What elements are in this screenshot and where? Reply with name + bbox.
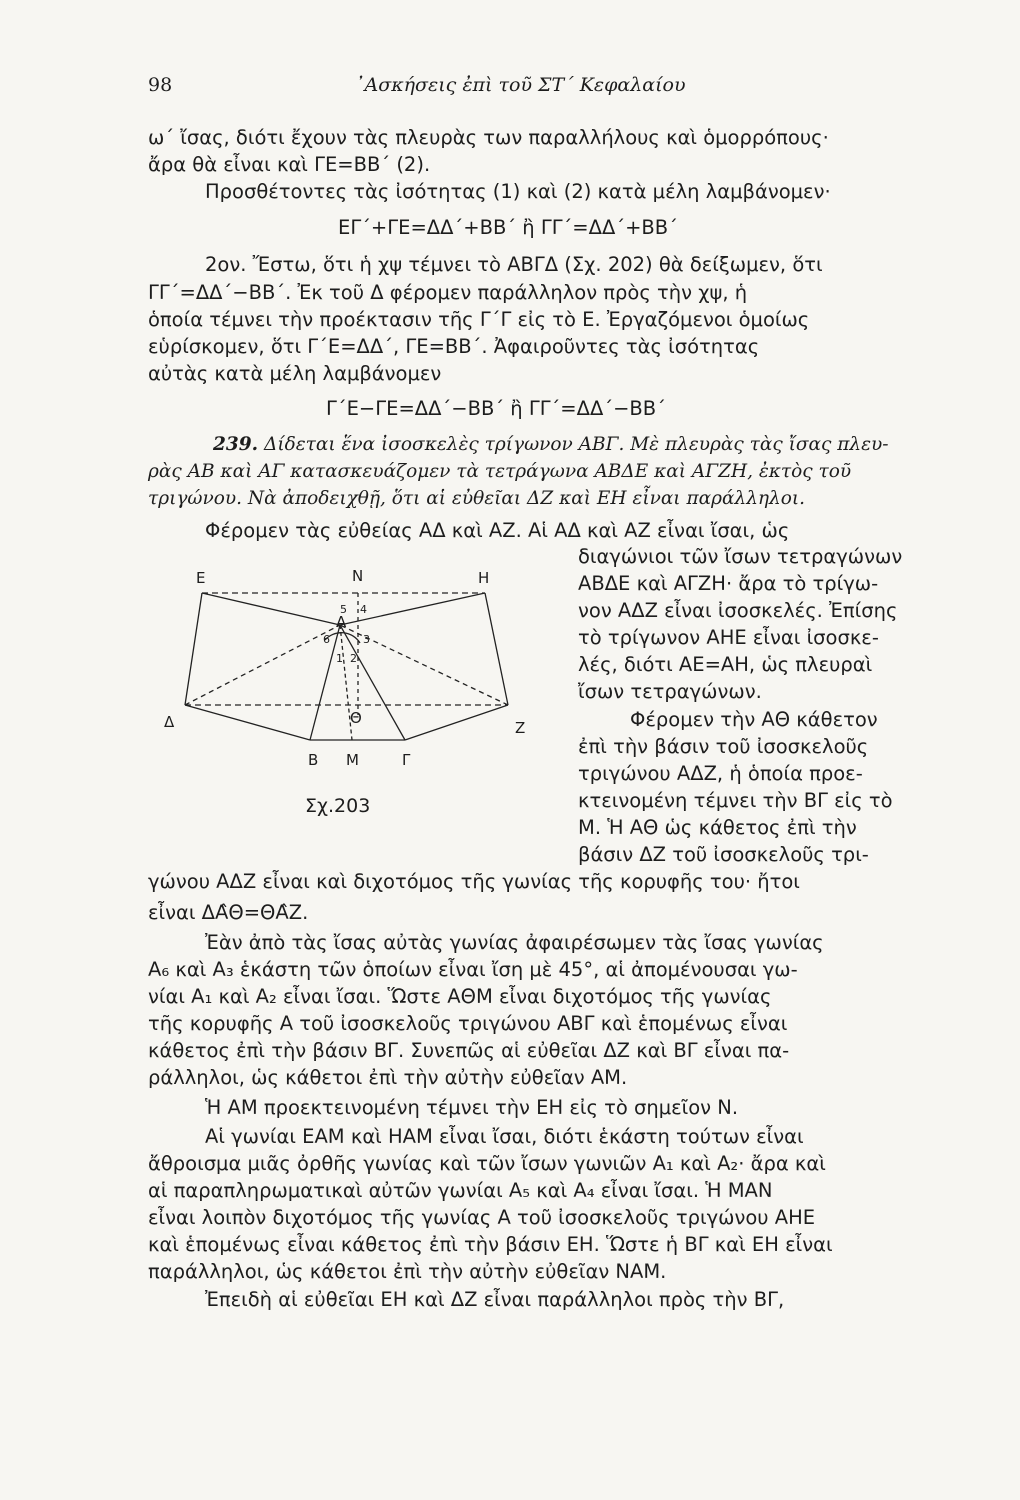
text-line: ΓΓ΄=ΔΔ΄−ΒΒ΄. Ἐκ τοῦ Δ φέρομεν παράλληλον πρὸς τὴν χψ, ἡ xyxy=(148,281,748,304)
text-line: βάσιν ΔΖ τοῦ ἰσοσκελοῦς τρι- xyxy=(578,843,869,866)
text-line: κτεινομένη τέμνει τὴν ΒΓ εἰς τὸ xyxy=(578,789,893,812)
page-number: 98 xyxy=(148,74,173,96)
text-line: νίαι Α₁ καὶ Α₂ εἶναι ἴσαι. Ὥστε ΑΘΜ εἶναι διχοτόμος τῆς γωνίας xyxy=(148,985,772,1008)
exercise-text: Δίδεται ἕνα ἰσοσκελὲς τρίγωνον ΑΒΓ. Μὲ πλευρὰς τὰς ἴσας πλευ- xyxy=(263,434,889,455)
text-line: τῆς κορυφῆς Α τοῦ ἰσοσκελοῦς τριγώνου ΑΒΓ καὶ ἑπομένως εἶναι xyxy=(148,1012,788,1035)
exercise-statement-line-3: τριγώνου. Νὰ ἀποδειχθῇ, ὅτι αἱ εὐθεῖαι ΔΖ καὶ ΕΗ εἶναι παράλληλοι. xyxy=(148,488,805,509)
line-HZ xyxy=(485,593,508,705)
text-line: νον ΑΔΖ εἶναι ἰσοσκελές. Ἐπίσης xyxy=(578,599,898,622)
text-line: Μ. Ἡ ΑΘ ὡς κάθετος ἐπὶ τὴν xyxy=(578,816,857,839)
text-line: τὸ τρίγωνον ΑΗΕ εἶναι ἰσοσκε- xyxy=(578,626,879,649)
exercise-number: 239. xyxy=(213,434,259,455)
label-Delta: Δ xyxy=(164,713,175,731)
text-line: ἴσων τετραγώνων. xyxy=(578,680,762,703)
text-line: ἄρα θὰ εἶναι καὶ ΓΕ=ΒΒ΄ (2). xyxy=(148,153,431,176)
text-line: εἶναι λοιπὸν διχοτόμος τῆς γωνίας Α τοῦ ἰσοσκελοῦς τριγώνου ΑΗΕ xyxy=(148,1206,816,1229)
equation-line: ΕΓ΄+ΓΕ=ΔΔ΄+ΒΒ΄ ἢ ΓΓ΄=ΔΔ΄+ΒΒ΄ xyxy=(338,216,678,239)
label-Gamma: Γ xyxy=(402,751,411,769)
line-DB xyxy=(185,705,310,740)
text-line: Ἡ ΑΜ προεκτεινομένη τέμνει τὴν ΕΗ εἰς τὸ σημεῖον Ν. xyxy=(205,1096,739,1119)
angle-label-5: 5 xyxy=(340,603,347,616)
text-line: καὶ ἑπομένως εἶναι κάθετος ἐπὶ τὴν βάσιν ΕΗ. Ὥστε ἡ ΒΓ καὶ ΕΗ εἶναι xyxy=(148,1233,833,1256)
text-line: Φέρομεν τὴν ΑΘ κάθετον xyxy=(630,708,878,731)
text-line: ω΄ ἴσας, διότι ἔχουν τὰς πλευρὰς των παραλλήλους καὶ ὁμορρόπους· xyxy=(148,126,829,149)
text-line: ὁποία τέμνει τὴν προέκτασιν τῆς Γ΄Γ εἰς τὸ Ε. Ἐργαζόμενοι ὁμοίως xyxy=(148,308,810,331)
text-line: κάθετος ἐπὶ τὴν βάσιν ΒΓ. Συνεπῶς αἱ εὐθεῖαι ΔΖ καὶ ΒΓ εἶναι πα- xyxy=(148,1039,790,1062)
label-M: M xyxy=(346,751,359,769)
line-ED xyxy=(185,593,202,705)
text-line: λές, διότι ΑΕ=ΑΗ, ὡς πλευραὶ xyxy=(578,653,873,676)
running-title: ᾿Ασκήσεις ἐπὶ τοῦ ΣΤ΄ Κεφαλαίου xyxy=(355,74,686,96)
angle-arc xyxy=(325,633,360,643)
text-line: 2ον. Ἔστω, ὅτι ἡ χψ τέμνει τὸ ΑΒΓΔ (Σχ. 202) θὰ δείξωμεν, ὅτι xyxy=(205,253,823,276)
exercise-statement-line-1 xyxy=(213,432,889,457)
angle-label-6: 6 xyxy=(323,633,330,646)
label-Z: Z xyxy=(515,719,526,737)
equation-line: Γ΄Ε−ΓΕ=ΔΔ΄−ΒΒ΄ ἢ ΓΓ΄=ΔΔ΄−ΒΒ΄ xyxy=(326,397,666,420)
text-line: γώνου ΑΔΖ εἶναι καὶ διχοτόμος τῆς γωνίας τῆς κορυφῆς του· ἤτοι xyxy=(148,870,800,893)
label-B: B xyxy=(308,751,319,769)
text-line: ΑΒΔΕ καὶ ΑΓΖΗ· ἄρα τὸ τρίγω- xyxy=(578,572,879,595)
text-line: αὐτὰς κατὰ μέλη λαμβάνομεν xyxy=(148,362,442,385)
figure-caption: Σχ.203 xyxy=(305,795,371,817)
text-line: ράλληλοι, ὡς κάθετοι ἐπὶ τὴν αὐτὴν εὐθεῖαν ΑΜ. xyxy=(148,1066,628,1089)
exercise-statement-line-2: ρὰς ΑΒ καὶ ΑΓ κατασκευάζομεν τὰ τετράγωνα ΑΒΔΕ καὶ ΑΓΖΗ, ἐκτὸς τοῦ xyxy=(148,461,852,482)
label-H: H xyxy=(478,569,490,587)
text-line: Φέρομεν τὰς εὐθείας ΑΔ καὶ ΑΖ. Αἱ ΑΔ καὶ ΑΖ εἶναι ἴσαι, ὡς xyxy=(205,519,790,542)
angle-label-4: 4 xyxy=(360,603,367,616)
label-A: A xyxy=(336,613,347,631)
text-line: τριγώνου ΑΔΖ, ἡ ὁποία προε- xyxy=(578,762,863,785)
text-line: εὑρίσκομεν, ὅτι Γ΄Ε=ΔΔ΄, ΓΕ=ΒΒ΄. Ἀφαιροῦντες τὰς ἰσότητας xyxy=(148,335,760,358)
text-line: αἱ παραπληρωματικαὶ αὐτῶν γωνίαι Α₅ καὶ Α₄ εἶναι ἴσαι. Ἡ ΜΑΝ xyxy=(148,1179,773,1202)
text-line: ἄθροισμα μιᾶς ὀρθῆς γωνίας καὶ τῶν ἴσων γωνιῶν Α₁ καὶ Α₂· ἄρα καὶ xyxy=(148,1152,826,1175)
text-line: Α₆ καὶ Α₃ ἑκάστη τῶν ὁποίων εἶναι ἴση μὲ 45°, αἱ ἀπομένουσαι γω- xyxy=(148,958,798,981)
text-line: διαγώνιοι τῶν ἴσων τετραγώνων xyxy=(578,545,903,568)
line-AD xyxy=(185,625,340,705)
label-E: E xyxy=(196,569,206,587)
text-line: παράλληλοι, ὡς κάθετοι ἐπὶ τὴν αὐτὴν εὐθεῖαν ΝΑΜ. xyxy=(148,1260,667,1283)
label-Theta: Θ xyxy=(350,709,362,727)
angle-label-1: 1 xyxy=(336,652,343,665)
text-line: εἶναι ΔΑ̂Θ=ΘΑ̂Ζ. xyxy=(148,901,309,924)
text-line: Ἐὰν ἀπὸ τὰς ἴσας αὐτὰς γωνίας ἀφαιρέσωμεν τὰς ἴσας γωνίας xyxy=(205,931,824,954)
text-line: Ἐπειδὴ αἱ εὐθεῖαι ΕΗ καὶ ΔΖ εἶναι παράλληλοι πρὸς τὴν ΒΓ, xyxy=(205,1288,785,1311)
angle-label-3: 3 xyxy=(363,633,370,646)
line-ZG xyxy=(405,705,508,740)
text-line: Προσθέτοντες τὰς ἰσότητας (1) καὶ (2) κατὰ μέλη λαμβάνομεν· xyxy=(205,180,831,203)
text-line: ἐπὶ τὴν βάσιν τοῦ ἰσοσκελοῦς xyxy=(578,735,869,758)
line-EA xyxy=(202,593,340,625)
label-N: N xyxy=(352,567,364,585)
angle-label-2: 2 xyxy=(350,652,357,665)
text-line: Αἱ γωνίαι ΕΑΜ καὶ ΗΑΜ εἶναι ἴσαι, διότι ἑκάστη τούτων εἶναι xyxy=(205,1125,804,1148)
